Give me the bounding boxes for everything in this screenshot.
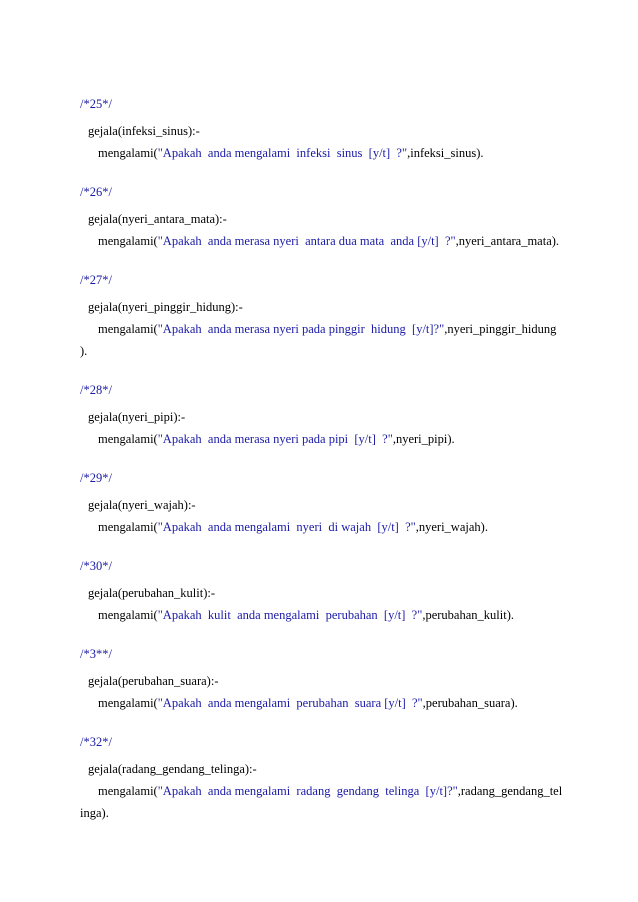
question-text: "Apakah anda mengalami perubahan suara [y/t] ?"	[157, 696, 423, 710]
call-arg-continued: inga	[80, 806, 102, 820]
call-open: mengalami(	[98, 784, 158, 798]
call-close: ).	[101, 806, 109, 820]
rule-head-25: gejala(infeksi_sinus):-	[88, 124, 200, 138]
call-open: mengalami(	[98, 234, 158, 248]
rule-body-26	[98, 233, 559, 249]
call-open: mengalami(	[98, 146, 158, 160]
call-arg: ,nyeri_wajah	[415, 520, 481, 534]
rule-head-32: gejala(radang_gendang_telinga):-	[88, 762, 257, 776]
comment-30: /*30*/	[80, 559, 112, 573]
rule-body-30	[98, 607, 514, 623]
call-close: ).	[510, 696, 518, 710]
rule-head-29: gejala(nyeri_wajah):-	[88, 498, 196, 512]
call-open: mengalami(	[98, 322, 158, 336]
call-arg: ,radang_gendang_tel	[457, 784, 563, 798]
comment-28: /*28*/	[80, 383, 112, 397]
rule-head-30: gejala(perubahan_kulit):-	[88, 586, 216, 600]
question-text: "Apakah anda mengalami infeksi sinus [y/t] ?"	[157, 146, 408, 160]
rule-head-26: gejala(nyeri_antara_mata):-	[88, 212, 227, 226]
rule-body-29	[98, 519, 488, 535]
rule-head-27: gejala(nyeri_pinggir_hidung):-	[88, 300, 243, 314]
rule-body-27	[98, 321, 556, 337]
call-arg: ,perubahan_kulit	[422, 608, 507, 622]
rule-body-25	[98, 145, 484, 161]
call-open: mengalami(	[98, 696, 158, 710]
call-close: ).	[506, 608, 514, 622]
call-open: mengalami(	[98, 520, 158, 534]
comment-32: /*32*/	[80, 735, 112, 749]
question-text: "Apakah anda merasa nyeri pada pipi [y/t] ?"	[157, 432, 393, 446]
question-text: "Apakah anda merasa nyeri antara dua mata anda [y/t] ?"	[157, 234, 456, 248]
call-close: ).	[447, 432, 455, 446]
comment-25: /*25*/	[80, 97, 112, 111]
call-arg: ,nyeri_antara_mata	[455, 234, 552, 248]
comment-29: /*29*/	[80, 471, 112, 485]
call-arg: ,nyeri_pinggir_hidung	[444, 322, 557, 336]
rule-head-28: gejala(nyeri_pipi):-	[88, 410, 186, 424]
comment-26: /*26*/	[80, 185, 112, 199]
call-close: ).	[480, 520, 488, 534]
call-arg: ,infeksi_sinus	[407, 146, 477, 160]
call-arg: ,perubahan_suara	[422, 696, 511, 710]
call-open: mengalami(	[98, 608, 158, 622]
rule-body-28	[98, 431, 455, 447]
rule-body-31	[98, 695, 518, 711]
call-close: ).	[476, 146, 484, 160]
rule-head-31: gejala(perubahan_suara):-	[88, 674, 219, 688]
question-text: "Apakah anda mengalami nyeri di wajah [y/t] ?"	[157, 520, 416, 534]
comment-27: /*27*/	[80, 273, 112, 287]
question-text: "Apakah anda merasa nyeri pada pinggir hidung [y/t]?"	[157, 322, 445, 336]
rule-body-27-continued: ).	[80, 344, 88, 358]
question-text: "Apakah kulit anda mengalami perubahan [y/t] ?"	[157, 608, 423, 622]
call-open: mengalami(	[98, 432, 158, 446]
call-close: ).	[551, 234, 560, 248]
rule-body-32	[98, 783, 562, 799]
rule-body-32-continued	[80, 805, 109, 821]
call-arg: ,nyeri_pipi	[392, 432, 448, 446]
comment-31: /*3**/	[80, 647, 112, 661]
question-text: "Apakah anda mengalami radang gendang telinga [y/t]?"	[157, 784, 458, 798]
